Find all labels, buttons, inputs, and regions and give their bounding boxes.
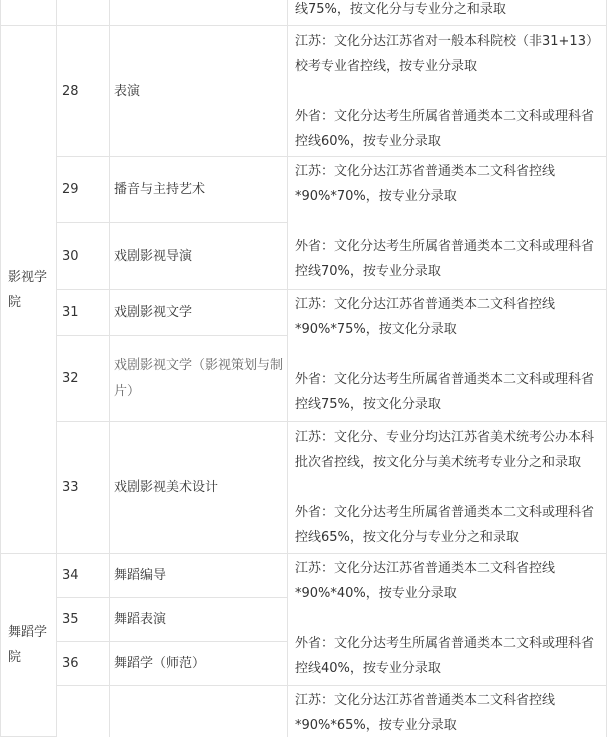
row-35-major — [110, 598, 288, 642]
num-text: 33 — [62, 480, 79, 495]
prev-dept-cell — [0, 0, 57, 26]
next-major-cell — [110, 686, 288, 737]
row-28-rule — [288, 26, 607, 157]
row-36-major — [110, 642, 288, 686]
prev-rule-text: 线75%，按文化分与专业分之和录取 — [295, 2, 506, 17]
num-text: 34 — [62, 568, 79, 583]
num-text: 35 — [62, 612, 79, 627]
dept-cell-dance — [0, 554, 57, 737]
major-text: 播音与主持艺术 — [114, 182, 206, 197]
row-30-num — [57, 223, 110, 290]
rule-jiangsu: 江苏：文化分达江苏省普通类本二文科省控线*90%*65%，按专业分录取 — [295, 693, 556, 733]
major-text: 舞蹈表演 — [114, 612, 167, 627]
row-29-30-rule — [288, 157, 607, 290]
row-31-32-rule — [288, 290, 607, 422]
row-34-major — [110, 554, 288, 598]
rule-jiangsu: 江苏：文化分、专业分均达江苏省美术统考公办本科批次省控线，按文化分与美术统考专业分之和录取 — [295, 430, 595, 470]
row-33-major — [110, 422, 288, 554]
rule-other: 外省：文化分达考生所属省普通类本二文科或理科省控线60%，按专业分录取 — [295, 109, 595, 149]
row-28-num — [57, 26, 110, 157]
prev-num-cell — [57, 0, 110, 26]
rule-jiangsu: 江苏：文化分达江苏省对一般本科院校（非31+13）校考专业省控线，按专业分录取 — [295, 34, 599, 74]
row-35-num — [57, 598, 110, 642]
row-31-num — [57, 290, 110, 336]
row-34-36-rule — [288, 554, 607, 686]
num-text: 28 — [62, 83, 79, 99]
row-32-num — [57, 336, 110, 422]
prev-rule-cell — [288, 0, 607, 26]
major-text: 戏剧影视美术设计 — [114, 480, 219, 495]
dept-name-film: 影视学院 — [8, 269, 48, 310]
num-text: 32 — [62, 371, 79, 386]
next-num-cell — [57, 686, 110, 737]
major-text: 舞蹈学（师范） — [114, 656, 206, 671]
dept-name-dance: 舞蹈学院 — [8, 625, 48, 665]
rule-other: 外省：文化分达考生所属省普通类本二文科或理科省控线65%，按文化分与专业分之和录取 — [295, 505, 595, 545]
rule-jiangsu: 江苏：文化分达江苏省普通类本二文科省控线*90%*40%，按专业分录取 — [295, 561, 556, 601]
row-29-major — [110, 157, 288, 223]
rule-other: 外省：文化分达考生所属省普通类本二文科或理科省控线70%，按专业分录取 — [295, 239, 595, 279]
major-text: 表演 — [114, 83, 141, 99]
row-34-num — [57, 554, 110, 598]
next-rule-cell — [288, 686, 607, 737]
major-text: 戏剧影视导演 — [114, 248, 193, 264]
dept-cell-film — [0, 26, 57, 554]
num-text: 30 — [62, 248, 79, 264]
row-30-major — [110, 223, 288, 290]
row-29-num — [57, 157, 110, 223]
num-text: 31 — [62, 305, 79, 320]
row-32-major — [110, 336, 288, 422]
major-text: 戏剧影视文学（影视策划与制片） — [114, 357, 284, 399]
rule-other: 外省：文化分达考生所属省普通类本二文科或理科省控线40%，按专业分录取 — [295, 636, 595, 676]
num-text: 29 — [62, 182, 79, 197]
prev-major-cell — [110, 0, 288, 26]
row-28-major — [110, 26, 288, 157]
num-text: 36 — [62, 656, 79, 671]
row-33-num — [57, 422, 110, 554]
row-33-rule — [288, 422, 607, 554]
major-text: 戏剧影视文学 — [114, 305, 193, 320]
rule-other: 外省：文化分达考生所属省普通类本二文科或理科省控线75%，按文化分录取 — [295, 372, 595, 412]
row-31-major — [110, 290, 288, 336]
rule-jiangsu: 江苏：文化分达江苏省普通类本二文科省控线*90%*70%，按专业分录取 — [295, 164, 556, 204]
row-36-num — [57, 642, 110, 686]
rule-jiangsu: 江苏：文化分达江苏省普通类本二文科省控线*90%*75%，按文化分录取 — [295, 297, 556, 337]
major-text: 舞蹈编导 — [114, 568, 167, 583]
